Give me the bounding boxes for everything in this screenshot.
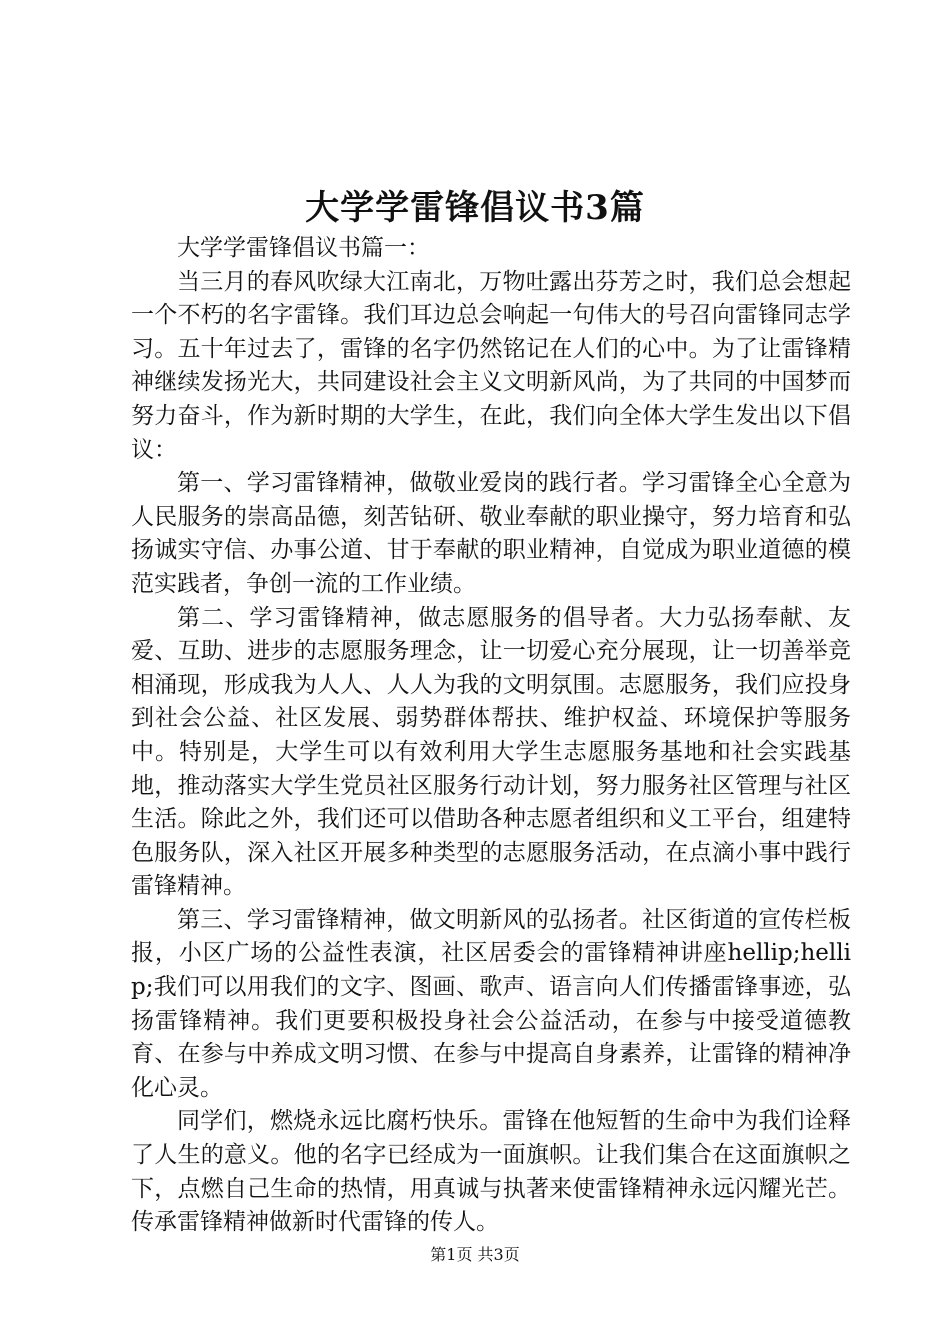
document-body	[131, 232, 851, 1240]
paragraph-closing: 同学们，燃烧永远比腐朽快乐。雷锋在他短暂的生命中为我们诠释了人生的意义。他的名字已经成为一面旗帜。让我们集合在这面旗帜之下，点燃自己生命的热情，用真诚与执著来使雷锋精神永远闪耀光芒。传承雷锋精神做新时代雷锋的传人。	[131, 1108, 851, 1236]
document-title: 大学学雷锋倡议书3篇	[305, 188, 645, 228]
section-heading: 大学学雷锋倡议书篇一：	[177, 235, 430, 261]
paragraph-first-proposal: 第一、学习雷锋精神，做敬业爱岗的践行者。学习雷锋全心全意为人民服务的崇高品德，刻苦钻研、敬业奉献的职业操守，努力培育和弘扬诚实守信、办事公道、甘于奉献的职业精神，自觉成为职业道德的模范实践者，争创一流的工作业绩。	[131, 470, 851, 597]
paragraph-third-proposal: 第三、学习雷锋精神，做文明新风的弘扬者。社区街道的宣传栏板报，小区广场的公益性表演，社区居委会的雷锋精神讲座hellip;hellip;我们可以用我们的文字、图画、歌声、语言向人们传播雷锋事迹，弘扬雷锋精神。我们更要积极投身社会公益活动，在参与中接受道德教育、在参与中养成文明习惯、在参与中提高自身素养，让雷锋的精神净化心灵。	[131, 906, 851, 1101]
paragraph-intro: 当三月的春风吹绿大江南北，万物吐露出芬芳之时，我们总会想起一个不朽的名字雷锋。我们耳边总会响起一句伟大的号召向雷锋同志学习。五十年过去了，雷锋的名字仍然铭记在人们的心中。为了让雷锋精神继续发扬光大，共同建设社会主义文明新风尚，为了共同的中国梦而努力奋斗，作为新时期的大学生，在此，我们向全体大学生发出以下倡议：	[131, 268, 851, 463]
page-number: 第1页 共3页	[430, 1245, 520, 1264]
paragraph-second-proposal: 第二、学习雷锋精神，做志愿服务的倡导者。大力弘扬奉献、友爱、互助、进步的志愿服务理念，让一切爱心充分展现，让一切善举竞相涌现，形成我为人人、人人为我的文明氛围。志愿服务，我们应投身到社会公益、社区发展、弱势群体帮扶、维护权益、环境保护等服务中。特别是，大学生可以有效利用大学生志愿服务基地和社会实践基地，推动落实大学生党员社区服务行动计划，努力服务社区管理与社区生活。除此之外，我们还可以借助各种志愿者组织和义工平台，组建特色服务队，深入社区开展多种类型的志愿服务活动，在点滴小事中践行雷锋精神。	[131, 604, 851, 900]
